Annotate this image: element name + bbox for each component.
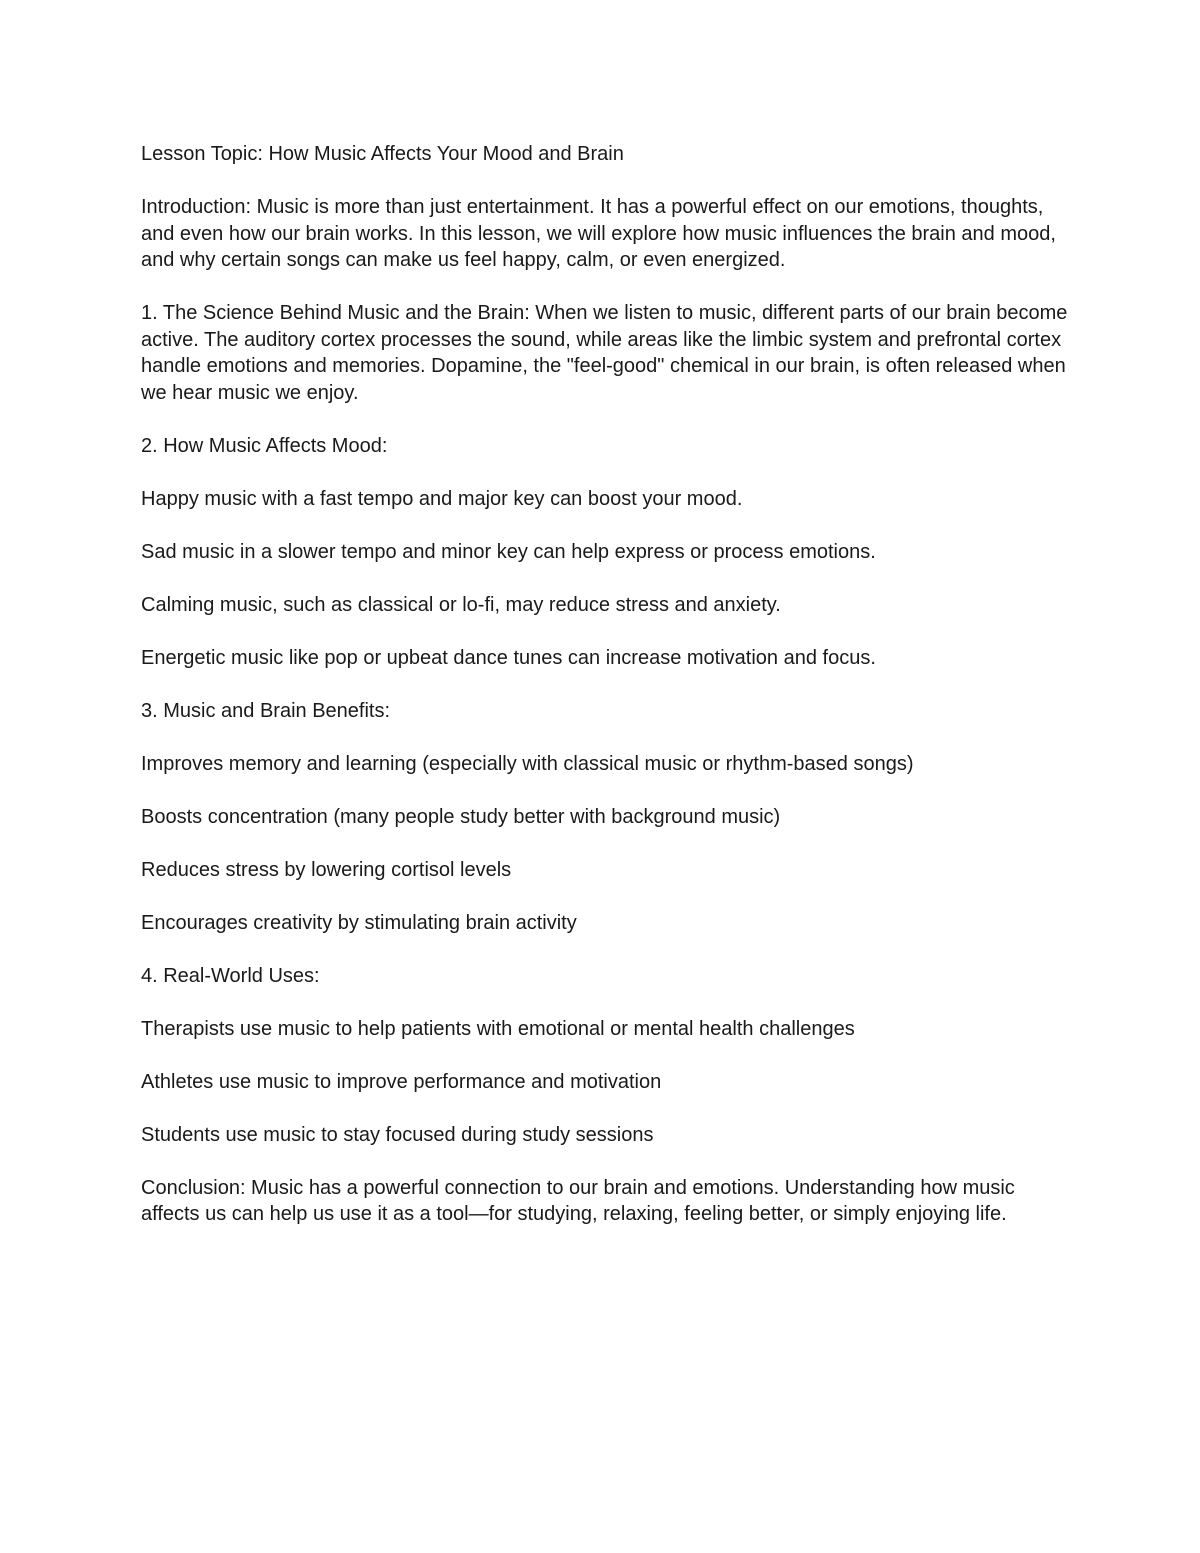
benefit-item: Encourages creativity by stimulating brain activity [141, 911, 577, 934]
section-4-heading: 4. Real-World Uses: [141, 964, 320, 987]
mood-item: Calming music, such as classical or lo-fi, may reduce stress and anxiety. [141, 593, 781, 616]
lesson-title: Lesson Topic: How Music Affects Your Mood and Brain [141, 143, 624, 165]
conclusion-paragraph: Conclusion: Music has a powerful connection to our brain and emotions. Understanding how music affects us can help us use it as a tool—for studying, relaxing, feeling better, or simply enjoying life. [141, 1176, 1015, 1225]
mood-item: Happy music with a fast tempo and major key can boost your mood. [141, 487, 743, 510]
introduction-paragraph: Introduction: Music is more than just entertainment. It has a powerful effect on our emotions, thoughts, and even how our brain works. In this lesson, we will explore how music influences the brain and mood, and why certain songs can make us feel happy, calm, or even energized. [141, 196, 1056, 271]
use-item: Athletes use music to improve performance and motivation [141, 1070, 662, 1093]
benefit-item: Reduces stress by lowering cortisol levels [141, 858, 512, 881]
benefit-item: Boosts concentration (many people study better with background music) [141, 805, 781, 828]
mood-item: Energetic music like pop or upbeat dance tunes can increase motivation and focus. [141, 646, 876, 669]
benefit-item: Improves memory and learning (especially with classical music or rhythm-based songs) [141, 752, 914, 775]
document-body [141, 141, 1071, 1254]
section-1-paragraph: 1. The Science Behind Music and the Brain: When we listen to music, different parts of our brain become active. The auditory cortex processes the sound, while areas like the limbic system and prefrontal cortex handle emotions and memories. Dopamine, the "feel-good" chemical in our brain, is often released when we hear music we enjoy. [141, 302, 1068, 404]
mood-item: Sad music in a slower tempo and minor key can help express or process emotions. [141, 540, 876, 563]
use-item: Therapists use music to help patients with emotional or mental health challenges [141, 1017, 855, 1040]
section-3-heading: 3. Music and Brain Benefits: [141, 699, 391, 722]
use-item: Students use music to stay focused during study sessions [141, 1123, 654, 1146]
section-2-heading: 2. How Music Affects Mood: [141, 434, 388, 457]
